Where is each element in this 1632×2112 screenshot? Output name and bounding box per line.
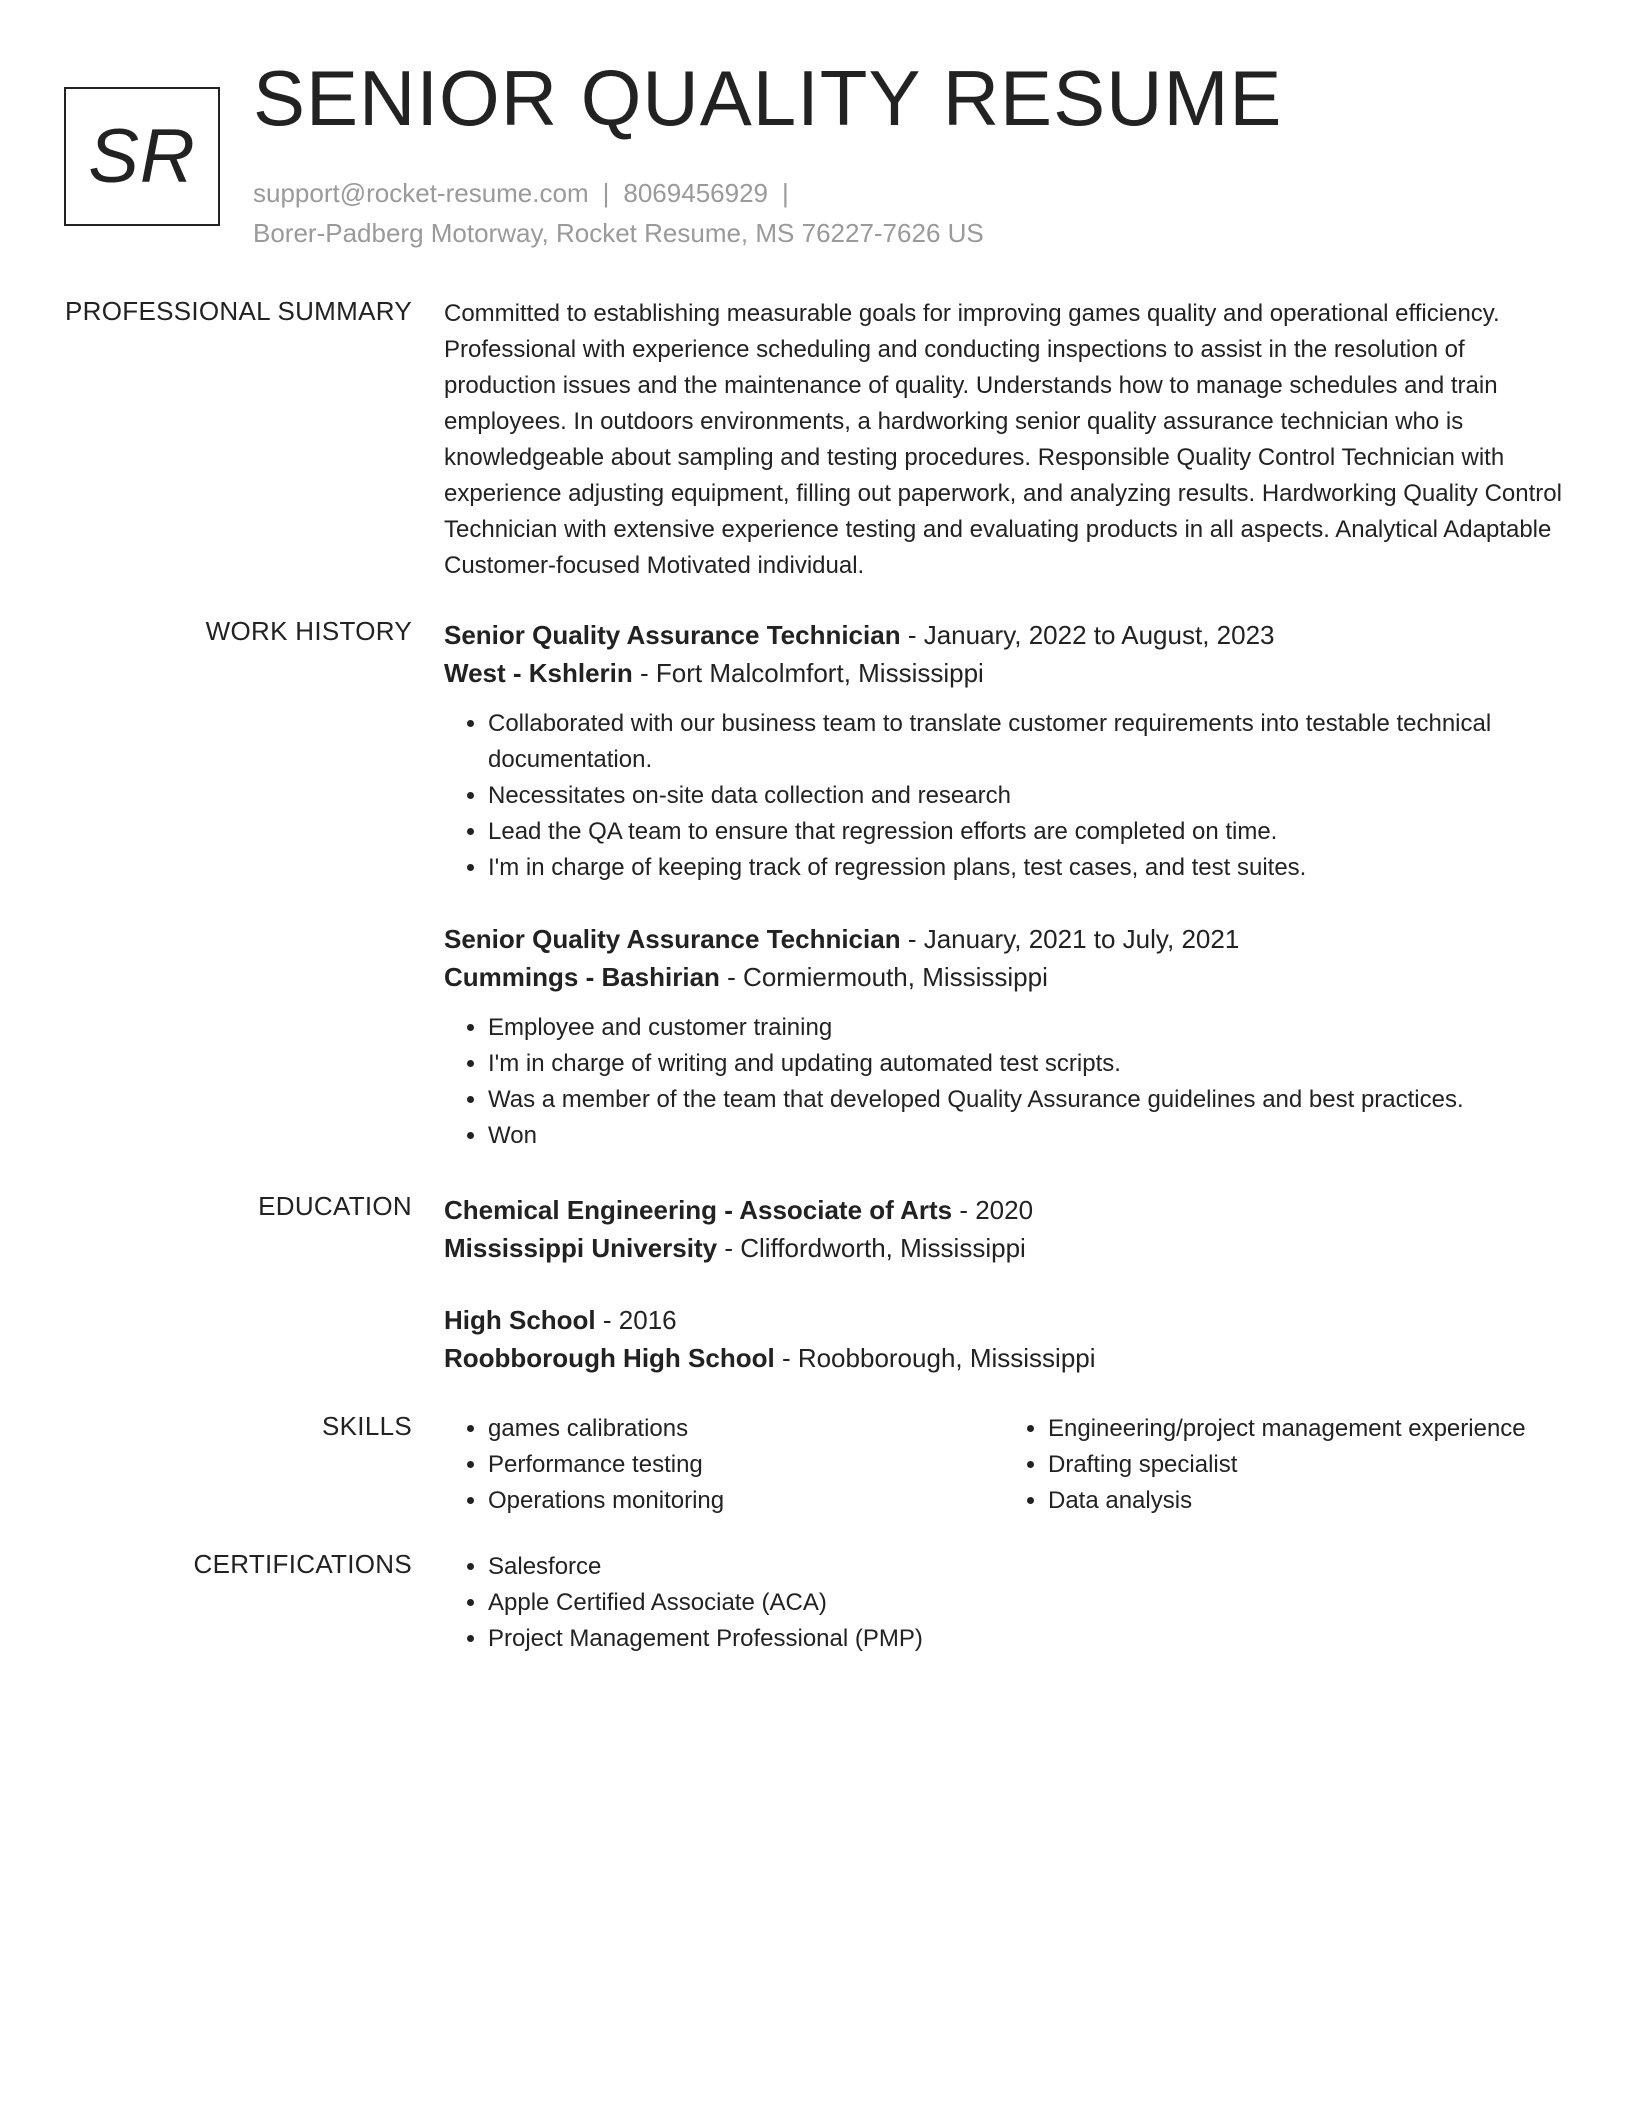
education-body bbox=[444, 1191, 1564, 1411]
skills-column-1 bbox=[444, 1411, 1004, 1519]
contact-line-1 bbox=[253, 173, 984, 213]
skills-column-2 bbox=[1004, 1411, 1564, 1519]
skill-item: • games calibrations bbox=[488, 1411, 1004, 1447]
section-title-summary: PROFESSIONAL SUMMARY bbox=[65, 296, 412, 326]
certification-item: • Project Management Professional (PMP) bbox=[488, 1621, 1564, 1657]
education-degree: High School bbox=[444, 1305, 596, 1335]
education-entry bbox=[444, 1191, 1564, 1267]
skill-item: • Data analysis bbox=[1048, 1483, 1564, 1519]
job-bullet: • Necessitates on-site data collection and research bbox=[488, 778, 1564, 814]
education-year: - 2020 bbox=[952, 1195, 1034, 1225]
job-location: - Cormiermouth, Mississippi bbox=[719, 962, 1048, 992]
skills-body bbox=[444, 1411, 1564, 1519]
education-school-line bbox=[444, 1339, 1564, 1377]
job-role: Senior Quality Assurance Technician bbox=[444, 620, 901, 650]
skill-item: • Drafting specialist bbox=[1048, 1447, 1564, 1483]
education-school: Mississippi University bbox=[444, 1233, 718, 1263]
education-entry bbox=[444, 1301, 1564, 1377]
education-degree-line bbox=[444, 1301, 1564, 1339]
contact-info bbox=[253, 173, 984, 253]
monogram-text: SR bbox=[88, 114, 196, 199]
monogram-box bbox=[64, 87, 220, 226]
education-degree: Chemical Engineering - Associate of Arts bbox=[444, 1195, 953, 1225]
education-year: - 2016 bbox=[595, 1305, 677, 1335]
section-title-certifications: CERTIFICATIONS bbox=[193, 1549, 412, 1579]
skill-item: • Engineering/project management experience bbox=[1048, 1411, 1564, 1447]
job-bullet: • I'm in charge of keeping track of regression plans, test cases, and test suites. bbox=[488, 850, 1564, 886]
job-bullets bbox=[444, 1010, 1564, 1154]
section-title-work-history: WORK HISTORY bbox=[205, 616, 412, 646]
job-bullet: • Employee and customer training bbox=[488, 1010, 1564, 1046]
job-bullet: • Collaborated with our business team to translate customer requirements into testable technical documentation. bbox=[488, 706, 1564, 778]
certifications-list bbox=[444, 1549, 1564, 1657]
education-location: - Cliffordworth, Mississippi bbox=[717, 1233, 1026, 1263]
job-company: West - Kshlerin bbox=[444, 658, 633, 688]
section-title-education: EDUCATION bbox=[258, 1191, 412, 1221]
job-bullet: • Was a member of the team that developed Quality Assurance guidelines and best practices. bbox=[488, 1082, 1564, 1118]
certification-item: • Salesforce bbox=[488, 1549, 1564, 1585]
job-dates: - January, 2021 to July, 2021 bbox=[900, 924, 1240, 954]
education-school: Roobborough High School bbox=[444, 1343, 775, 1373]
job-location: - Fort Malcolmfort, Mississippi bbox=[632, 658, 984, 688]
job-bullet: • Won bbox=[488, 1118, 1564, 1154]
phone-number: 8069456929 bbox=[623, 178, 768, 208]
job-title-line bbox=[444, 616, 1564, 654]
job-role: Senior Quality Assurance Technician bbox=[444, 924, 901, 954]
job-title-line bbox=[444, 920, 1564, 958]
job-entry bbox=[444, 616, 1564, 886]
address: Borer-Padberg Motorway, Rocket Resume, MS 76227-7626 US bbox=[253, 218, 984, 248]
skill-item: • Performance testing bbox=[488, 1447, 1004, 1483]
work-history-body bbox=[444, 616, 1564, 1188]
section-title-skills: SKILLS bbox=[322, 1411, 412, 1441]
email-link[interactable]: support@rocket-resume.com bbox=[253, 178, 589, 208]
certification-item: • Apple Certified Associate (ACA) bbox=[488, 1585, 1564, 1621]
job-dates: - January, 2022 to August, 2023 bbox=[900, 620, 1275, 650]
job-bullet: • Lead the QA team to ensure that regression efforts are completed on time. bbox=[488, 814, 1564, 850]
contact-separator: | bbox=[782, 178, 789, 208]
job-company: Cummings - Bashirian bbox=[444, 962, 720, 992]
education-location: - Roobborough, Mississippi bbox=[774, 1343, 1096, 1373]
certifications-body bbox=[444, 1549, 1564, 1657]
job-company-line bbox=[444, 654, 1564, 692]
job-company-line bbox=[444, 958, 1564, 996]
skill-item: • Operations monitoring bbox=[488, 1483, 1004, 1519]
summary-text: Committed to establishing measurable goals for improving games quality and operational efficiency. Professional with experience scheduling and conducting inspections to assist in the resolution of production issues and the maintenance of quality. Understands how to manage schedules and train employees. In outdoors environments, a hardworking senior quality assurance technician who is knowledgeable about sampling and testing procedures. Responsible Quality Control Technician with experience adjusting equipment, filling out paperwork, and analyzing results. Hardworking Quality Control Technician with extensive experience testing and evaluating products in all aspects. Analytical Adaptable Customer-focused Motivated individual. bbox=[444, 300, 1562, 579]
job-bullet: • I'm in charge of writing and updating automated test scripts. bbox=[488, 1046, 1564, 1082]
education-degree-line bbox=[444, 1191, 1564, 1229]
education-school-line bbox=[444, 1229, 1564, 1267]
job-entry bbox=[444, 920, 1564, 1154]
job-bullets bbox=[444, 706, 1564, 886]
contact-separator: | bbox=[602, 178, 610, 208]
resume-title: SENIOR QUALITY RESUME bbox=[253, 54, 1283, 142]
